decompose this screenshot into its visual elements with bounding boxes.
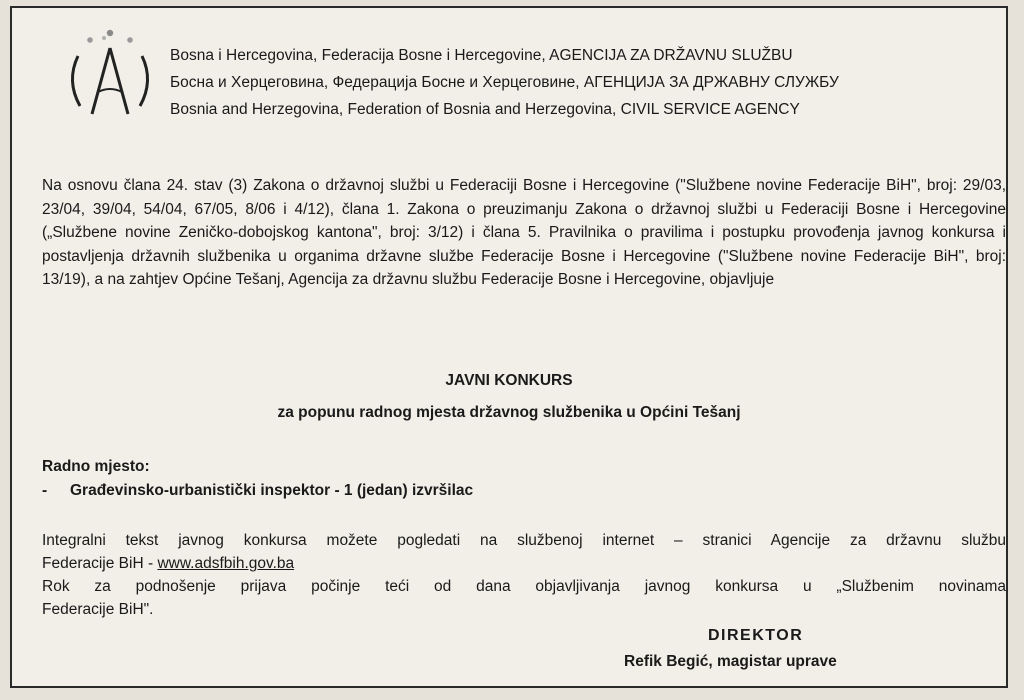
position-item bbox=[42, 482, 473, 500]
signature-name: Refik Begić, magistar uprave bbox=[624, 653, 837, 670]
notice-subtitle: za popunu radnog mjesta državnog službenika u Općini Tešanj bbox=[277, 404, 741, 421]
info-line-2 bbox=[42, 552, 1006, 575]
deadline-line-1: Rok za podnošenje prijava počinje teći od dana objavljivanja javnog konkursa u „Službenim novinama bbox=[42, 578, 1006, 595]
notice-title: JAVNI KONKURS bbox=[445, 372, 573, 389]
agency-header bbox=[170, 42, 1000, 123]
list-dash: - bbox=[42, 482, 48, 499]
agency-website-link[interactable]: www.adsfbih.gov.ba bbox=[157, 555, 295, 572]
header-line-english: Bosnia and Herzegovina, Federation of Bosnia and Herzegovina, CIVIL SERVICE AGENCY bbox=[170, 101, 800, 118]
position-name: Građevinsko-urbanistički inspektor - 1 (jedan) izvršilac bbox=[70, 482, 474, 499]
legal-basis-paragraph: Na osnovu člana 24. stav (3) Zakona o državnoj službi u Federaciji Bosne i Hercegovine ("Službene novine Federacije BiH", broj: 29/03, 23/04, 39/04, 54/04, 67/05, 8/06 i 4/12), člana 1. Zakona o preuzimanju Zakona o državnoj službi u Federaciji Bosne i Hercegovine („Službene novine Zeničko-dobojskog kantona", broj: 3/12) i člana 5. Pravilnika o pravilima i postupku provođenja javnog konkursa i postavljenja državnih službenika u organima državne službe Federacije Bosne i Hercegovine ("Službene novine Federacije BiH", broj: 13/19), a na zahtjev Općine Tešanj, Agencija za državnu službu Federacije Bosne i Hercegovine, objavljuje bbox=[42, 177, 1006, 289]
info-paragraph bbox=[42, 529, 1006, 621]
info-line-2-prefix: Federacije BiH - bbox=[42, 555, 158, 572]
deadline-line-2: Federacije BiH". bbox=[42, 601, 154, 618]
header-line-cyrillic: Босна и Херцеговина, Федерација Босне и Херцеговине, АГЕНЦИЈА ЗА ДРЖАВНУ СЛУЖБУ bbox=[170, 74, 839, 91]
info-line-1: Integralni tekst javnog konkursa možete pogledati na službenoj internet – stranici Agencije za državnu službu bbox=[42, 532, 1006, 549]
header-line-bosnian: Bosna i Hercegovina, Federacija Bosne i Hercegovine, AGENCIJA ZA DRŽAVNU SLUŽBU bbox=[170, 47, 793, 64]
public-notice bbox=[10, 6, 1008, 688]
signature-title: DIREKTOR bbox=[708, 627, 804, 644]
agency-logo-icon bbox=[60, 26, 160, 126]
position-label: Radno mjesto: bbox=[42, 458, 150, 475]
